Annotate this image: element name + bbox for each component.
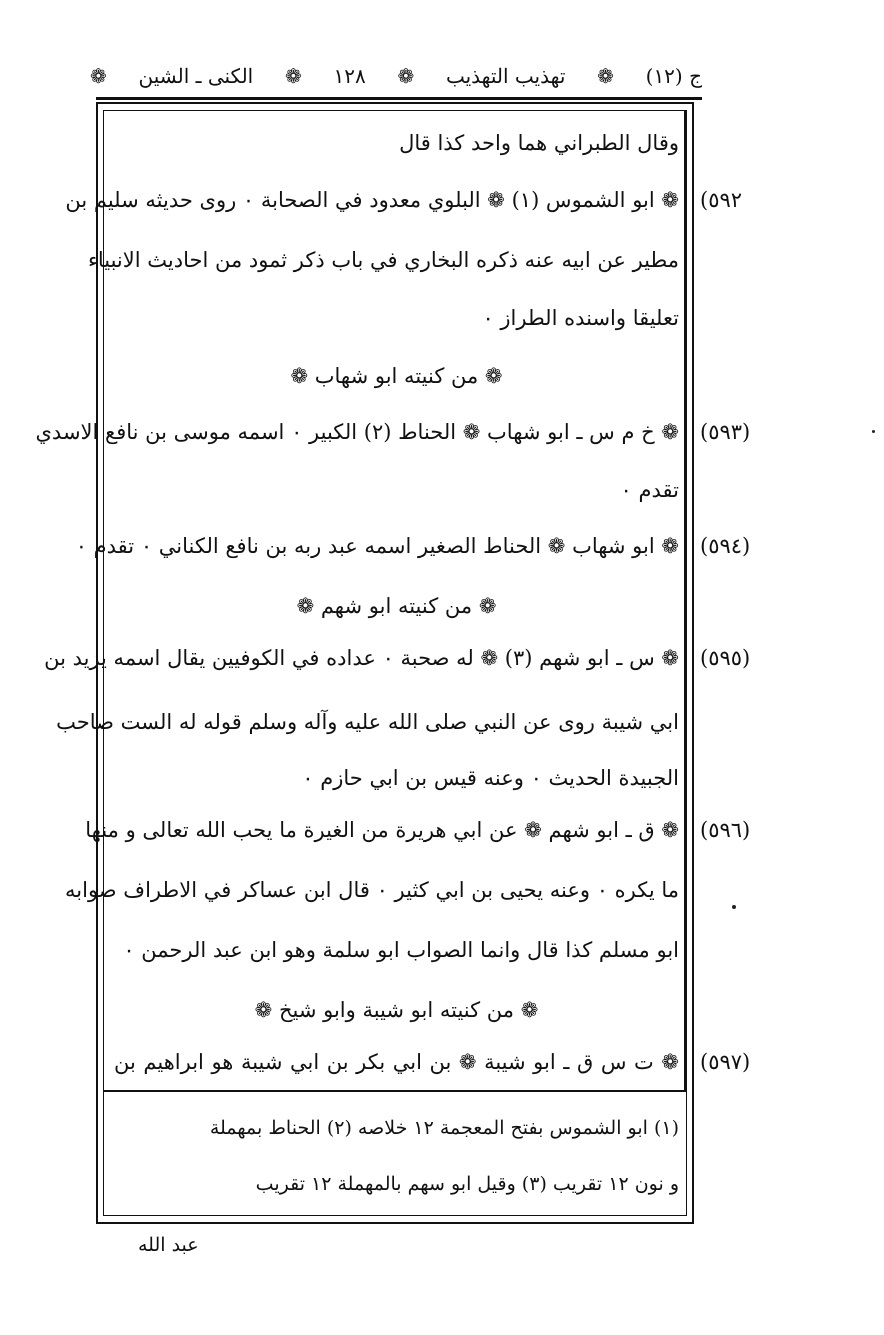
entry-number: (٥٩٦) <box>700 818 751 842</box>
text-line: وقال الطبراني هما واحد كذا قال <box>399 131 679 155</box>
text-line: ❁ ق ـ ابو شهم ❁ عن ابي هريرة من الغيرة ما يحب الله تعالى و منها <box>85 818 679 842</box>
entry-number: (٥٩٥) <box>700 646 751 670</box>
scan-speck <box>732 905 736 909</box>
entry-number: (٥٩٧) <box>700 1050 751 1074</box>
footnote-rule <box>103 1090 687 1092</box>
footnote-line: و نون ١٢ تقريب (٣) وقيل ابو سهم بالمهملة ١٢ تقريب <box>255 1173 679 1195</box>
volume-label: ج (١٢) <box>645 64 702 88</box>
scan-speck <box>872 430 875 433</box>
text-line: تعليقا واسنده الطراز ۰ <box>482 306 679 330</box>
text-line: ❁ س ـ ابو شهم (٣) ❁ له صحبة ۰ عداده في الكوفيين يقال اسمه يزيد بن <box>44 646 679 670</box>
section-heading: ❁ من كنيته ابو شهاب ❁ <box>290 364 503 388</box>
margin-column-rule <box>684 110 686 1090</box>
text-line: ما يكره ۰ وعنه يحيى بن ابي كثير ۰ قال ابن عساكر في الاطراف صوابه <box>65 878 679 902</box>
text-line: ❁ ابو الشموس (١) ❁ البلوي معدود في الصحابة ۰ روى حديثه سليم بن <box>65 188 679 212</box>
entry-number: (٥٩٢ <box>700 188 743 212</box>
section-title: الكنى ـ الشين <box>138 64 254 88</box>
footnote-line: (١) ابو الشموس بفتح المعجمة ١٢ خلاصه (٢) الحناط بمهملة <box>209 1117 679 1139</box>
book-title: تهذيب التهذيب <box>445 64 566 88</box>
catchword: عبد الله <box>138 1234 199 1256</box>
ornament-icon: ❁ <box>597 64 614 88</box>
text-line: ❁ ت س ق ـ ابو شيبة ❁ بن ابي بكر بن ابي شيبة هو ابراهيم بن <box>114 1050 679 1074</box>
running-header <box>90 56 702 96</box>
text-line: ابو مسلم كذا قال وانما الصواب ابو سلمة وهو ابن عبد الرحمن ۰ <box>123 938 679 962</box>
section-heading: ❁ من كنيته ابو شيبة وابو شيخ ❁ <box>254 998 539 1022</box>
ornament-icon: ❁ <box>284 64 302 88</box>
header-rule <box>96 97 702 100</box>
ornament-icon: ❁ <box>397 64 415 88</box>
ornament-icon: ❁ <box>90 64 107 88</box>
text-line: ❁ خ م س ـ ابو شهاب ❁ الحناط (٢) الكبير ۰ اسمه موسى بن نافع الاسدي <box>35 420 679 444</box>
page-number: ١٢٨ <box>333 64 366 88</box>
text-line: ❁ ابو شهاب ❁ الحناط الصغير اسمه عبد ربه بن نافع الكناني ۰ تقدم ۰ <box>75 534 679 558</box>
text-line: الجبيدة الحديث ۰ وعنه قيس بن ابي حازم ۰ <box>302 766 679 790</box>
section-heading: ❁ من كنيته ابو شهم ❁ <box>296 594 497 618</box>
entry-number: (٥٩٤) <box>700 534 751 558</box>
text-line: تقدم ۰ <box>620 478 679 502</box>
text-line: ابي شيبة روى عن النبي صلى الله عليه وآله وسلم قوله له الست صاحب <box>56 710 679 734</box>
entry-number: (٥٩٣) <box>700 420 751 444</box>
text-line: مطير عن ابيه عنه ذكره البخاري في باب ذكر ثمود من احاديث الانبياء <box>87 248 679 272</box>
